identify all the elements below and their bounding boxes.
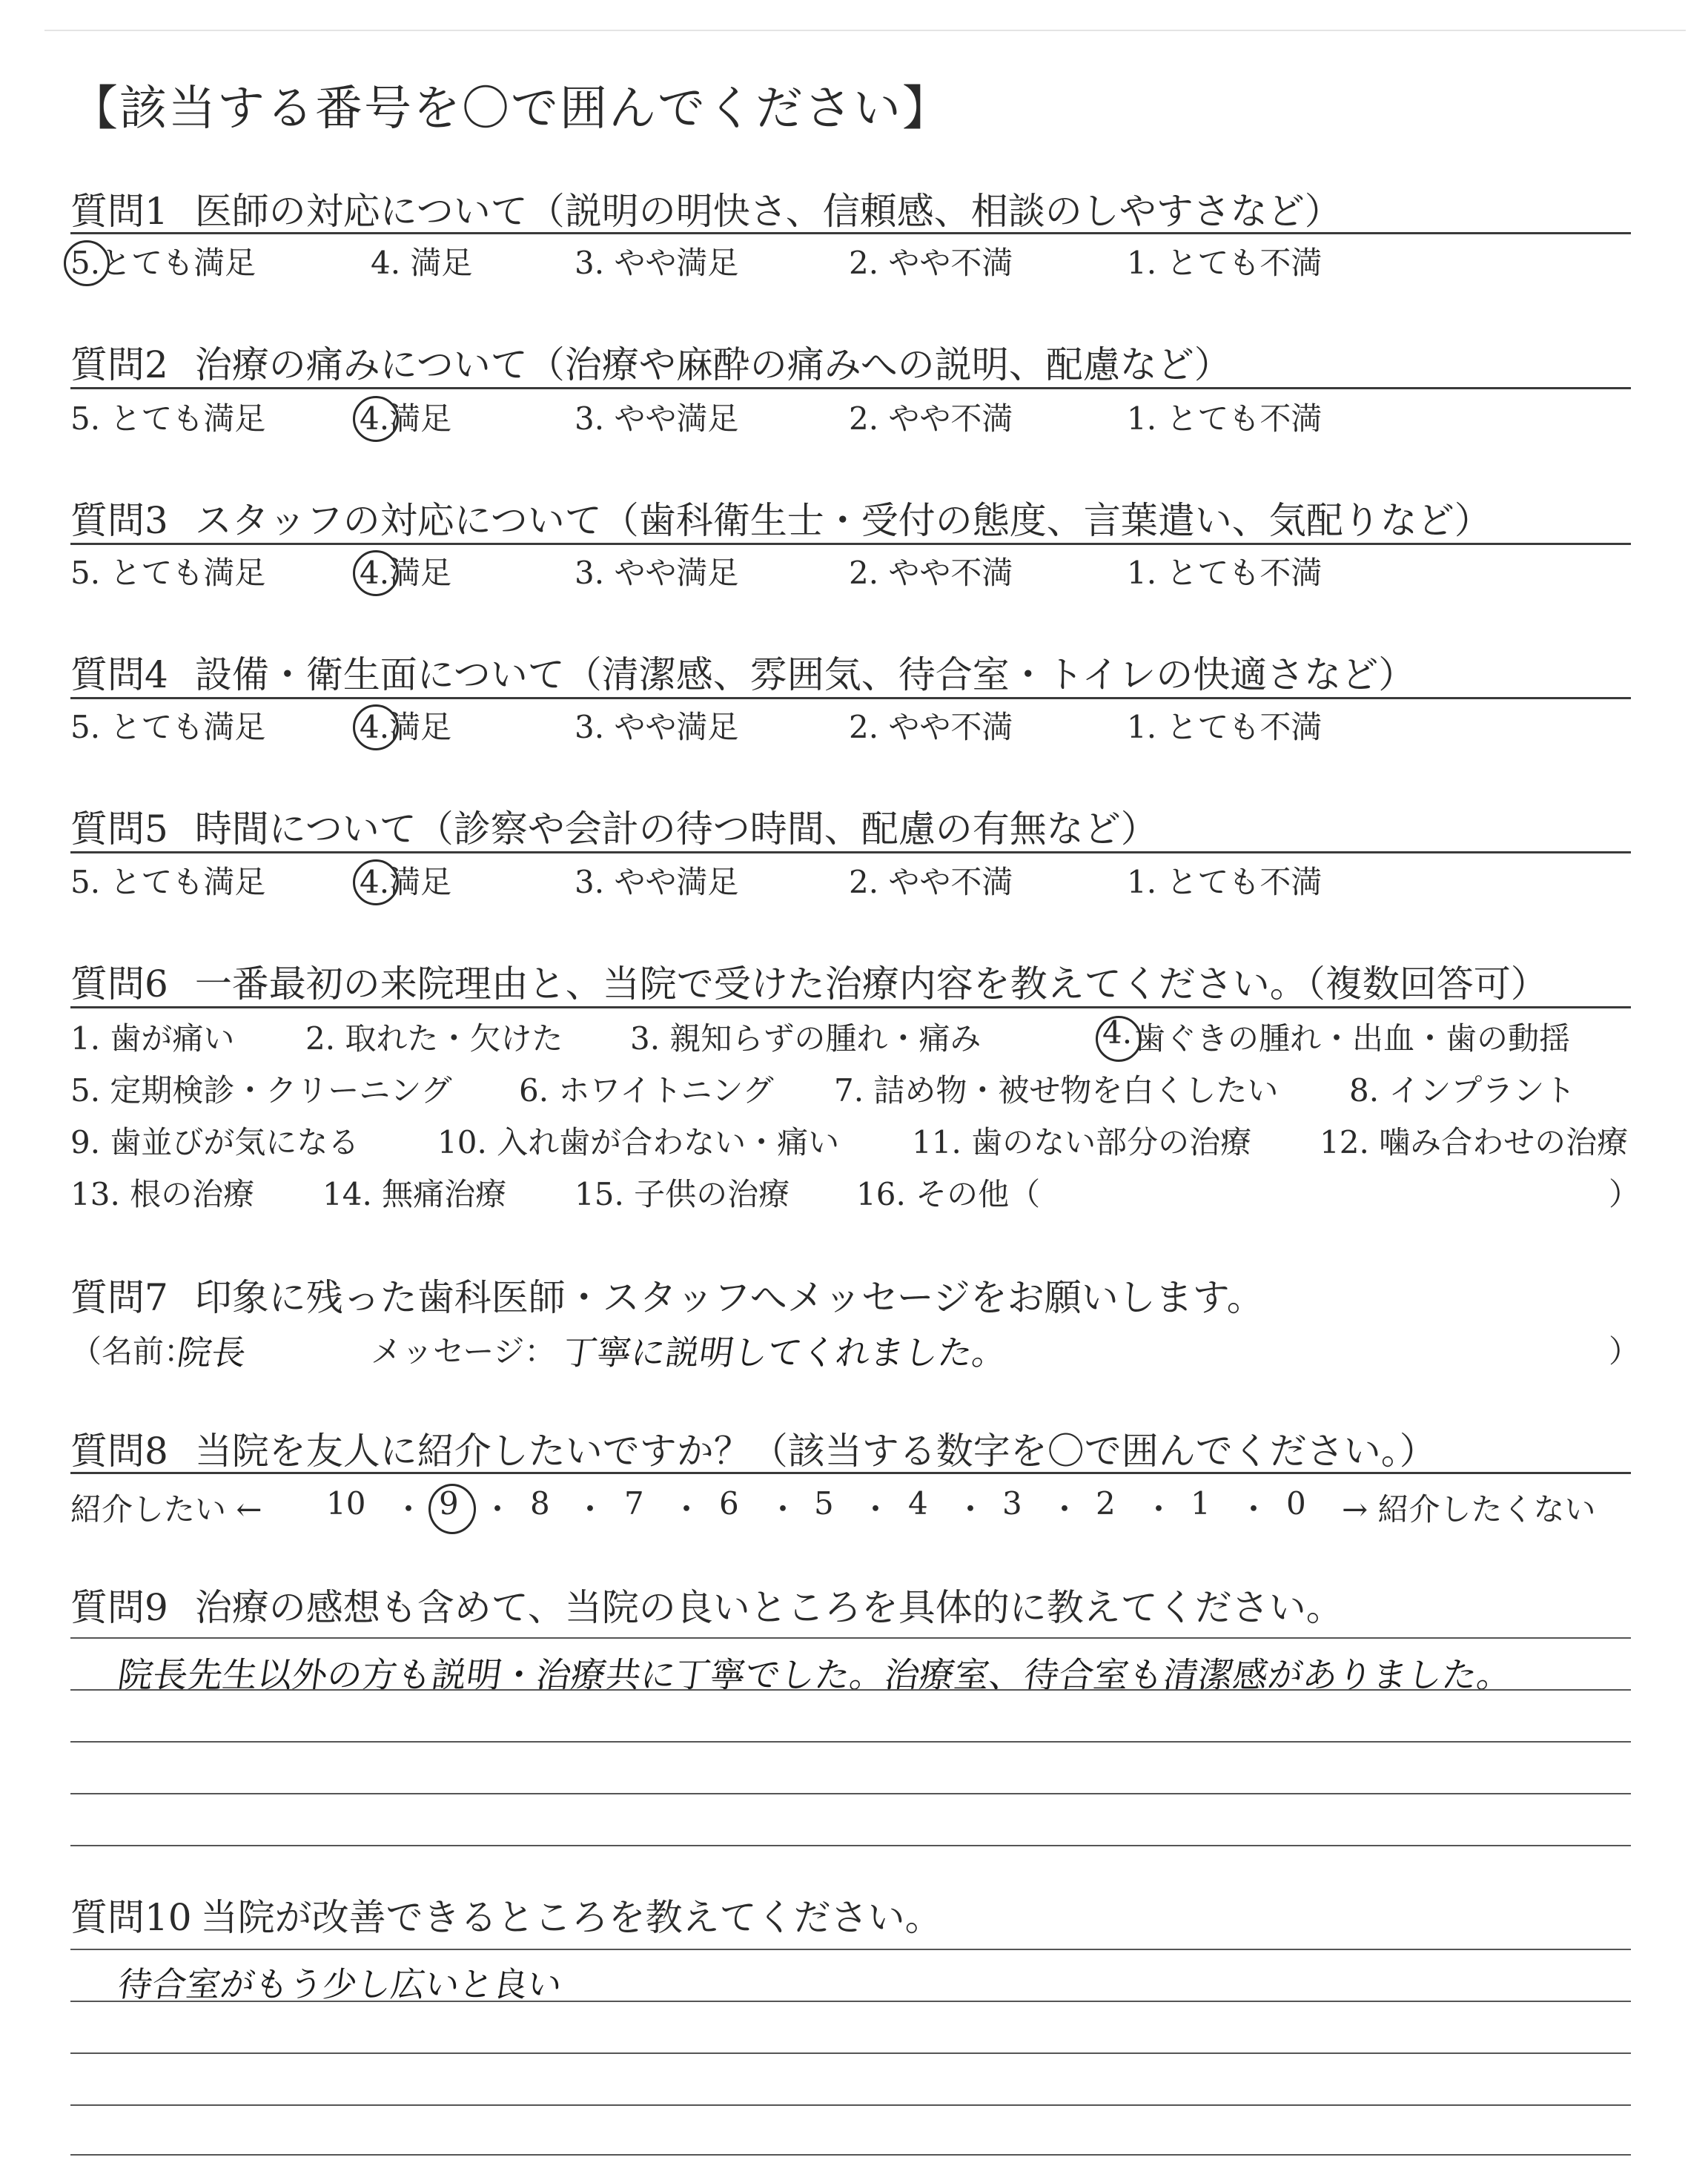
option-4-circled[interactable]: 4.満足 <box>360 394 451 439</box>
reason-option-15[interactable]: 15. 子供の治療 <box>575 1176 790 1212</box>
scale-sep: ・ <box>1143 1491 1175 1527</box>
q3-options <box>70 549 1635 596</box>
option-2[interactable]: 2. やや不満 <box>849 555 1013 591</box>
scale-5[interactable]: 5 <box>814 1485 834 1522</box>
message-handwritten[interactable]: 丁寧に説明してくれました。 <box>560 1332 1010 1373</box>
writing-line <box>70 2154 1631 2156</box>
option-1[interactable]: 1. とても不満 <box>1127 864 1323 900</box>
question-text: 治療の痛みについて（治療や麻酔の痛みへの説明、配慮など） <box>194 343 1231 386</box>
question-text: 医師の対応について（説明の明快さ、信頼感、相談のしやすさなど） <box>194 190 1342 233</box>
scale-8[interactable]: 8 <box>530 1485 550 1522</box>
option-3[interactable]: 3. やや満足 <box>575 400 739 437</box>
writing-line <box>70 1741 1631 1743</box>
q1-options <box>70 239 1635 286</box>
question-number: 質問6 <box>70 962 168 1005</box>
scale-sep: ・ <box>767 1491 799 1527</box>
writing-line <box>70 1949 1631 1950</box>
question-10 <box>70 1888 942 1941</box>
question-number: 質問7 <box>70 1276 168 1319</box>
question-text: 時間について（診察や会計の待つ時間、配慮の有無など） <box>194 807 1158 851</box>
option-2[interactable]: 2. やや不満 <box>849 400 1013 437</box>
scale-4[interactable]: 4 <box>908 1485 928 1522</box>
scale-sep: ・ <box>1238 1491 1270 1527</box>
top-border <box>44 30 1686 31</box>
reason-option-6[interactable]: 6. ホワイトニング <box>519 1072 774 1109</box>
question-text: スタッフの対応について（歯科衛生士・受付の態度、言葉遣い、気配りなど） <box>194 499 1492 542</box>
reason-option-13[interactable]: 13. 根の治療 <box>70 1176 255 1212</box>
option-1[interactable]: 1. とても不満 <box>1127 709 1323 745</box>
question-number: 質問9 <box>70 1586 168 1629</box>
question-8 <box>70 1421 1437 1475</box>
option-2[interactable]: 2. やや不満 <box>849 709 1013 745</box>
writing-line <box>70 1637 1631 1639</box>
question-number: 質問1 <box>70 190 168 233</box>
question-6 <box>70 954 1548 1008</box>
option-4[interactable]: 4. 満足 <box>371 245 473 281</box>
reason-option-8[interactable]: 8. インプラント <box>1349 1072 1576 1109</box>
question-number: 質問4 <box>70 653 168 696</box>
scale-left-label: 紹介したい ← <box>70 1491 262 1527</box>
reason-option-4-circled[interactable]: 4. <box>1102 1014 1133 1051</box>
scale-7[interactable]: 7 <box>624 1485 644 1522</box>
writing-line <box>70 1845 1631 1846</box>
question-number: 質問3 <box>70 499 168 542</box>
reason-option-12[interactable]: 12. 噛み合わせの治療 <box>1320 1124 1629 1160</box>
option-5[interactable]: 5. とても満足 <box>70 709 266 745</box>
question-number: 質問2 <box>70 343 168 386</box>
option-4-circled[interactable]: 4.満足 <box>360 703 451 747</box>
question-rule <box>70 543 1631 545</box>
scale-right-label: → 紹介したくない <box>1342 1491 1596 1527</box>
question-7 <box>70 1268 1264 1321</box>
option-3[interactable]: 3. やや満足 <box>575 555 739 591</box>
option-1[interactable]: 1. とても不満 <box>1127 400 1323 437</box>
scale-sep: ・ <box>671 1491 703 1527</box>
question-5 <box>70 799 1158 853</box>
page-title: 【該当する番号を〇で囲んでください】 <box>70 82 951 136</box>
scale-sep: ・ <box>955 1491 987 1527</box>
question-rule <box>70 1006 1631 1008</box>
option-4-circled[interactable]: 4.満足 <box>360 549 451 593</box>
option-2[interactable]: 2. やや不満 <box>849 864 1013 900</box>
question-rule <box>70 697 1631 699</box>
question-text: 設備・衛生面について（清潔感、雰囲気、待合室・トイレの快適さなど） <box>194 653 1416 696</box>
option-3[interactable]: 3. やや満足 <box>575 245 739 281</box>
writing-line <box>70 1689 1631 1691</box>
writing-line <box>70 1793 1631 1794</box>
writing-line <box>70 2001 1631 2002</box>
scale-6[interactable]: 6 <box>719 1485 739 1522</box>
scale-sep: ・ <box>393 1491 425 1527</box>
writing-line <box>70 2104 1631 2106</box>
q10-handwritten-answer[interactable]: 待合室がもう少し広いと良い <box>115 1964 565 2004</box>
scale-sep: ・ <box>482 1491 514 1527</box>
question-3 <box>70 491 1492 544</box>
option-5[interactable]: 5. とても満足 <box>70 864 266 900</box>
reason-option-16[interactable]: 16. その他（ <box>856 1176 1041 1212</box>
question-text: 一番最初の来院理由と、当院で受けた治療内容を教えてください。（複数回答可） <box>194 962 1548 1005</box>
scale-sep: ・ <box>860 1491 892 1527</box>
question-rule <box>70 851 1631 853</box>
reason-option-5[interactable]: 5. 定期検診・クリーニング <box>70 1072 452 1109</box>
question-text: 当院を友人に紹介したいですか？（該当する数字を〇で囲んでください。） <box>194 1430 1437 1473</box>
question-rule <box>70 387 1631 389</box>
question-9 <box>70 1578 1343 1631</box>
question-1 <box>70 182 1342 235</box>
reason-option-9[interactable]: 9. 歯並びが気になる <box>70 1124 360 1160</box>
q4-options <box>70 703 1635 750</box>
scale-sep: ・ <box>575 1491 606 1527</box>
reason-option-1[interactable]: 1. 歯が痛い <box>70 1020 235 1057</box>
scale-sep: ・ <box>1049 1491 1081 1527</box>
name-label: （名前： <box>70 1333 196 1370</box>
scale-2[interactable]: 2 <box>1096 1485 1116 1522</box>
question-rule <box>70 232 1631 234</box>
name-handwritten[interactable]: 院長 <box>174 1332 249 1373</box>
scale-0[interactable]: 0 <box>1286 1485 1306 1522</box>
option-5[interactable]: 5. とても満足 <box>70 400 266 437</box>
question-2 <box>70 335 1231 389</box>
question-text: 印象に残った歯科医師・スタッフへメッセージをお願いします。 <box>194 1276 1264 1319</box>
reason-option-2[interactable]: 2. 取れた・欠けた <box>305 1020 563 1057</box>
question-number: 質問8 <box>70 1430 168 1473</box>
q5-options <box>70 858 1635 905</box>
other-close-paren: ） <box>1609 1176 1641 1212</box>
message-close-paren: ） <box>1609 1333 1641 1370</box>
q2-options <box>70 394 1635 442</box>
message-label: メッセージ： <box>371 1333 556 1370</box>
option-3[interactable]: 3. やや満足 <box>575 709 739 745</box>
option-3[interactable]: 3. やや満足 <box>575 864 739 900</box>
reason-option-3[interactable]: 3. 親知らずの腫れ・痛み <box>630 1020 982 1057</box>
reason-option-4-label: 歯ぐきの腫れ・出血・歯の動揺 <box>1134 1020 1571 1057</box>
reason-option-10[interactable]: 10. 入れ歯が合わない・痛い <box>437 1124 840 1160</box>
scale-3[interactable]: 3 <box>1002 1485 1022 1522</box>
question-text: 治療の感想も含めて、当院の良いところを具体的に教えてください。 <box>194 1586 1343 1629</box>
question-4 <box>70 645 1415 698</box>
option-4-circled[interactable]: 4.満足 <box>360 858 451 902</box>
option-1[interactable]: 1. とても不満 <box>1127 245 1323 281</box>
reason-option-7[interactable]: 7. 詰め物・被せ物を白くしたい <box>834 1072 1279 1109</box>
q9-handwritten-answer[interactable]: 院長先生以外の方も説明・治療共に丁寧でした。治療室、待合室も清潔感がありました。 <box>115 1655 1515 1696</box>
question-number: 質問10 <box>70 1896 192 1939</box>
scale-10[interactable]: 10 <box>326 1485 366 1522</box>
reason-option-11[interactable]: 11. 歯のない部分の治療 <box>912 1124 1252 1160</box>
reason-option-14[interactable]: 14. 無痛治療 <box>322 1176 507 1212</box>
option-5[interactable]: 5. とても満足 <box>70 555 266 591</box>
option-1[interactable]: 1. とても不満 <box>1127 555 1323 591</box>
question-number: 質問5 <box>70 807 168 851</box>
option-5-circled[interactable]: 5.とても満足 <box>70 239 256 283</box>
question-text: 当院が改善できるところを教えてください。 <box>200 1896 942 1939</box>
option-2[interactable]: 2. やや不満 <box>849 245 1013 281</box>
scale-1[interactable]: 1 <box>1191 1485 1211 1522</box>
question-rule <box>70 1472 1631 1474</box>
writing-line <box>70 2052 1631 2054</box>
scale-9-circled[interactable]: 9 <box>439 1485 459 1522</box>
